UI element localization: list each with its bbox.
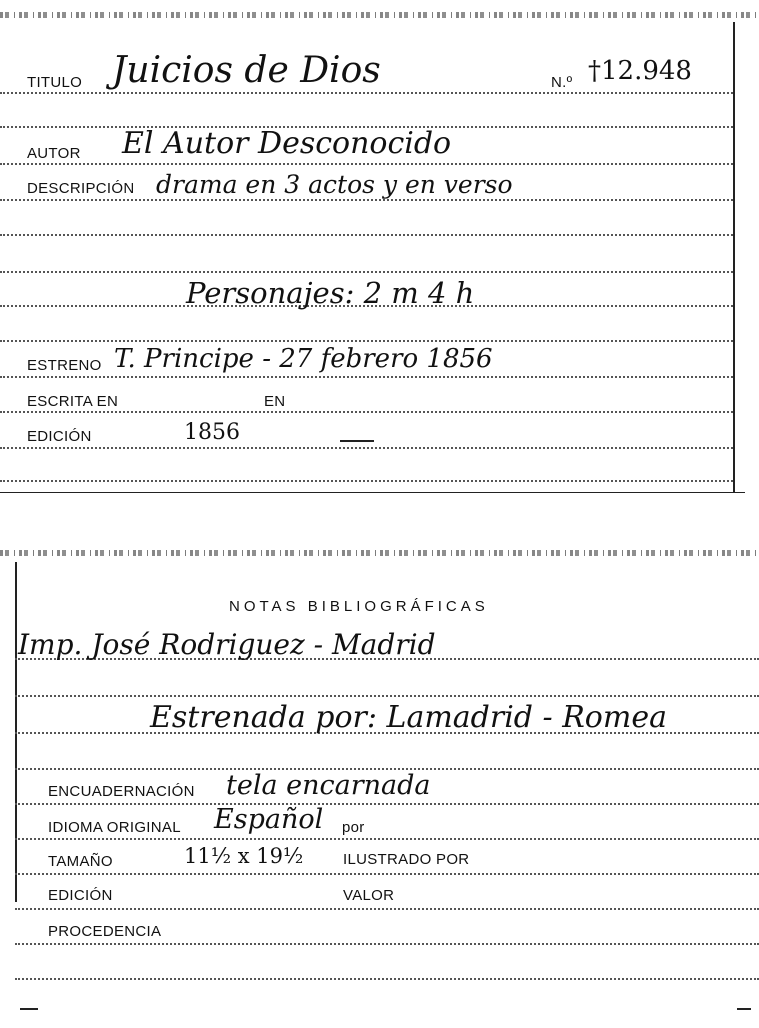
rule-row [15,873,759,875]
rule-row [15,978,759,980]
edicion-label: EDICIÓN [48,887,113,904]
notes-line-2: Estrenada por: Lamadrid - Romea [150,700,667,735]
titulo-label: TITULO [27,74,83,91]
pen-stroke [340,440,374,442]
rule-row [15,838,759,840]
edicion-label: EDICIÓN [27,428,92,445]
pen-stroke [737,1008,751,1010]
torn-top-edge [0,546,759,560]
autor-value: El Autor Desconocido [122,126,452,161]
pen-stroke [20,1008,38,1010]
valor-label: VALOR [343,887,395,904]
card-bottom-border [0,492,745,493]
descripcion-label: DESCRIPCIÓN [27,180,135,197]
catalog-card-front [0,0,759,495]
estreno-label: ESTRENO [27,357,102,374]
notes-line-1: Imp. José Rodriguez - Madrid [18,628,436,661]
encuadernacion-label: ENCUADERNACIÓN [48,783,195,800]
idioma-label: IDIOMA ORIGINAL [48,819,181,836]
autor-label: AUTOR [27,145,81,162]
notas-heading: NOTAS BIBLIOGRÁFICAS [229,598,489,615]
rule-row [0,376,733,378]
titulo-value: Juicios de Dios [112,50,381,91]
rule-row [15,803,759,805]
escrita-en-label: ESCRITA EN [27,393,119,410]
rule-row [0,199,733,201]
ilustrado-label: ILUSTRADO POR [343,851,470,868]
rule-row [0,480,733,482]
rule-row [15,695,759,697]
numero-label: N.º [551,74,573,91]
encuadernacion-value: tela encarnada [226,770,431,801]
procedencia-label: PROCEDENCIA [48,923,162,940]
numero-value: †12.948 [588,56,692,86]
idioma-value: Español [214,804,324,835]
torn-top-edge [0,8,759,22]
tamano-value: 11½ x 19½ [184,844,304,868]
rule-row [15,943,759,945]
estreno-value: T. Principe - 27 febrero 1856 [114,344,493,374]
descripcion-value: drama en 3 actos y en verso [156,170,513,199]
catalog-card-back [0,540,759,1028]
personajes-value: Personajes: 2 m 4 h [186,276,475,310]
rule-row [15,908,759,910]
rule-row [0,447,733,449]
rule-row [0,340,733,342]
rule-row [0,271,733,273]
card-right-border [733,22,735,492]
por-label: por [342,819,365,836]
rule-row [0,92,733,94]
rule-row [0,163,733,165]
tamano-label: TAMAÑO [48,853,113,870]
edicion-value: 1856 [184,420,240,445]
en-label: EN [264,393,286,410]
rule-row [0,234,733,236]
rule-row [0,411,733,413]
